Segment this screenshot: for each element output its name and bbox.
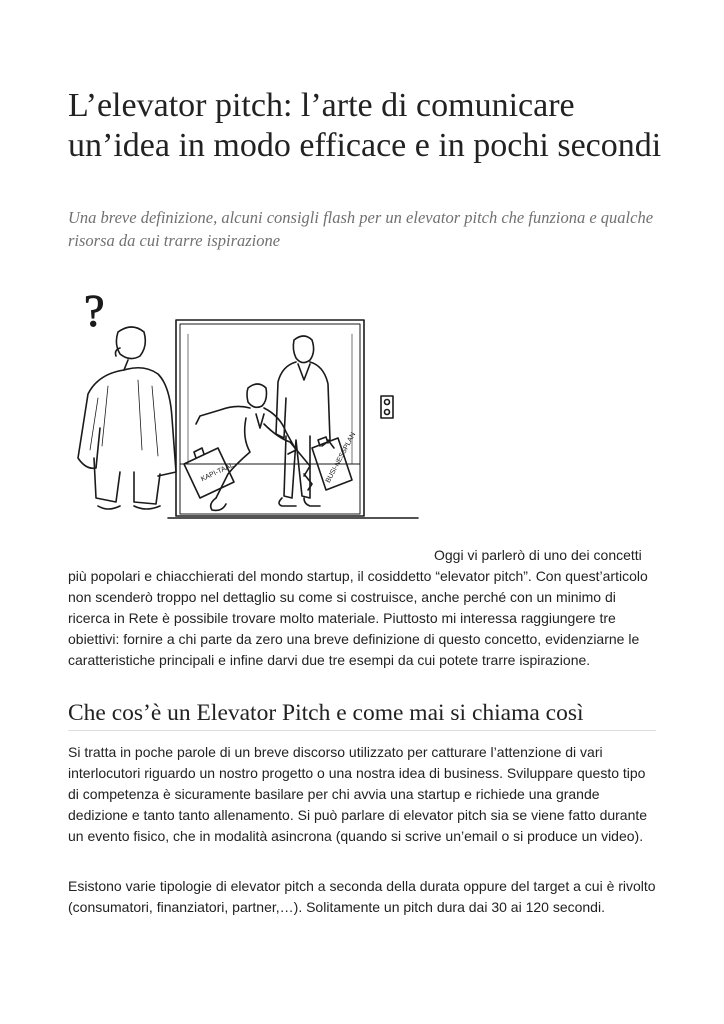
section-heading: Che cos’è un Elevator Pitch e come mai si chiama così [68,698,656,731]
section-paragraph: Si tratta in poche parole di un breve discorso utilizzato per catturare l’attenzione di vari interlocutori riguardo un nostro progetto o una nostra idea di business. Sviluppare questo tipo di competenza è sicuramente basilare per chi avvia una startup e richiede una grande dedizione e tanto tanto allenamento. Si può parlare di elevator pitch sia se viene fatto durante un evento fisico, che in modalità asincrona (quando si scrive un’email o si produce un video). [68,744,648,844]
briefcase-right [312,431,357,490]
article-title: L’elevator pitch: l’arte di comunicare un’idea in modo efficace e in pochi secondi [68,87,662,164]
briefcase-left-label: KAPI-TAAL [199,461,235,484]
question-mark-glyph: ? [84,285,105,336]
briefcase-right-label: BUSI-NESSPLAN [324,431,358,485]
briefcase-left [184,448,235,498]
section-paragraph: Esistono varie tipologie di elevator pitch a seconda della durata oppure del target a cui è rivolto (consumatori, finanziatori, partner,…). Solitamente un pitch dura dai 30 ai 120 secondi. [68,878,656,915]
elevator-call-button-icon [381,396,393,418]
man-outside-figure [78,327,176,509]
article-subtitle: Una breve definizione, alcuni consigli flash per un elevator pitch che funziona e qualche risorsa da cui trarre ispirazione [68,208,654,250]
intro-paragraph: Oggi vi parlerò di uno dei concetti più popolari e chiacchierati del mondo startup, il cosiddetto “elevator pitch”. Con quest’articolo non scenderò troppo nel dettaglio su come si costruisce, anche perché con un minimo di ricerca in Rete è possibile trovare molto materiale. Piuttosto mi interessa raggiungere tre obiettivi: fornire a chi parte da zero una breve definizione di questo concetto, evidenziarne le caratteristiche principali e infine darvi due tre esempi da cui potete trarre ispirazione. [68,547,648,668]
elevator-cartoon-illustration [68,268,424,540]
